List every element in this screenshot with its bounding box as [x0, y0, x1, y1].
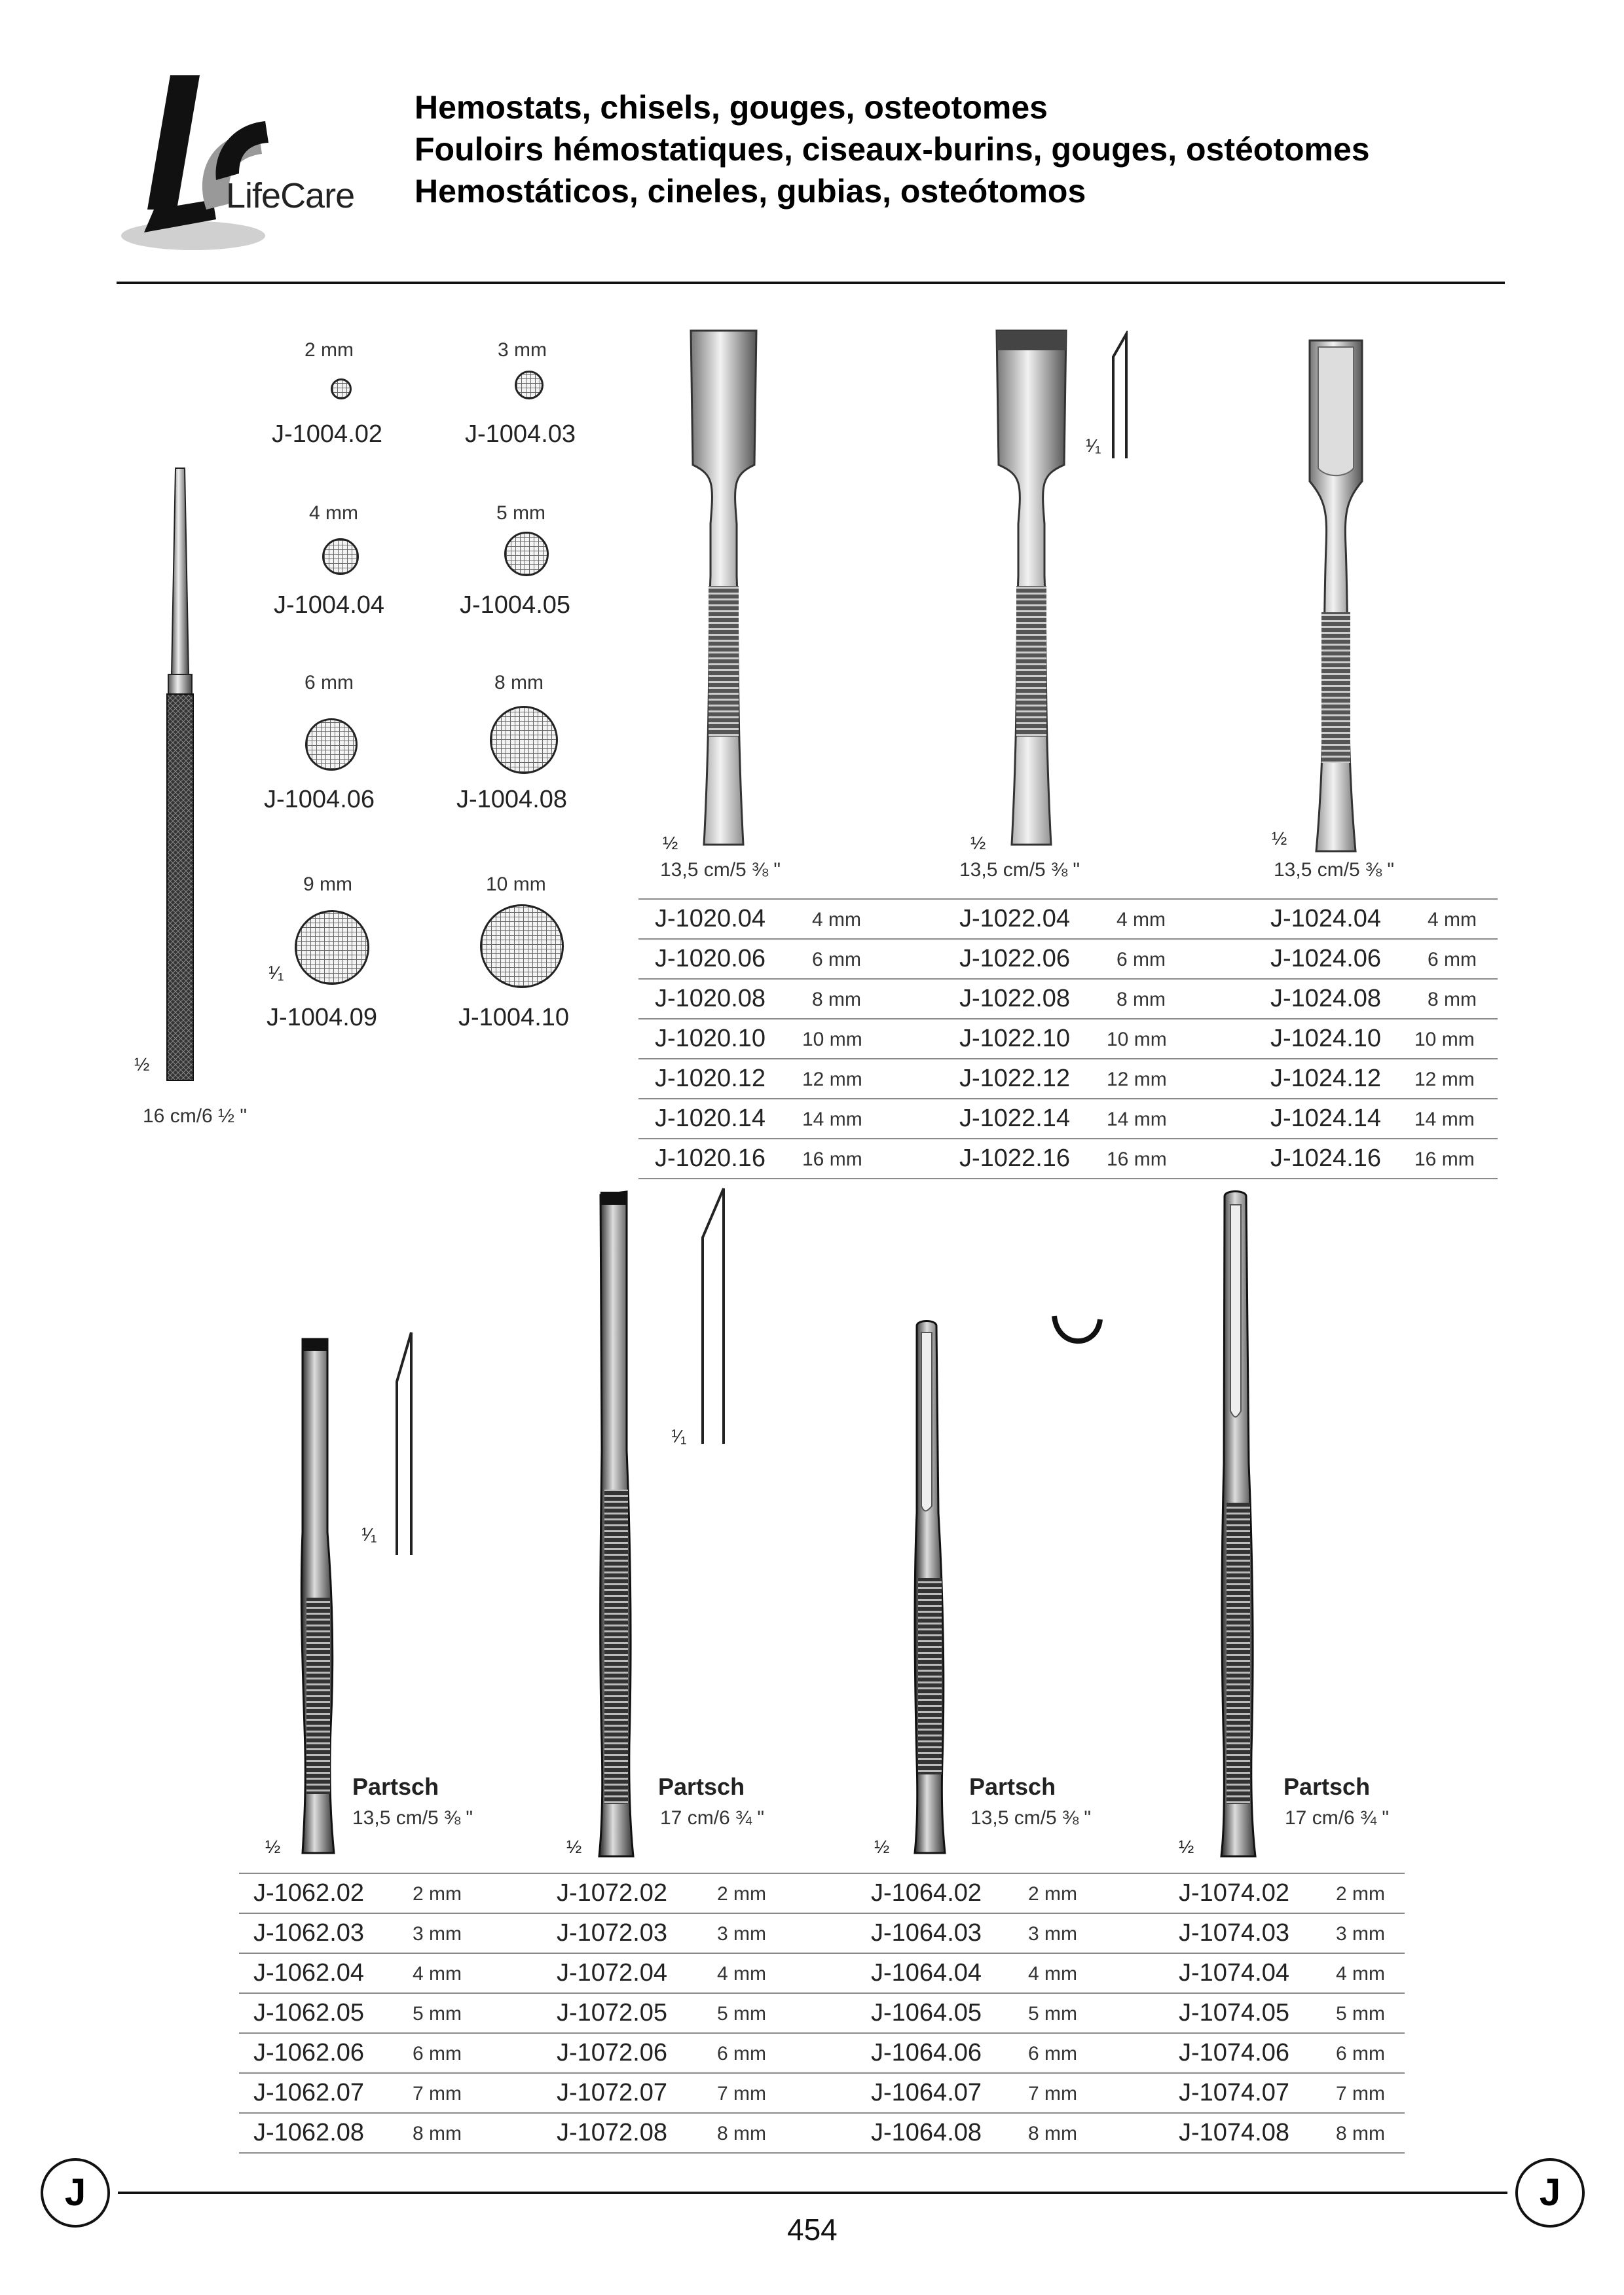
size-cell: 5 mm: [717, 2003, 766, 2025]
table-row: [638, 980, 1498, 1019]
table-row: [239, 2074, 1405, 2114]
size-cell: 5 mm: [1028, 2003, 1077, 2025]
partsch-1062-detail-scale: ¹⁄₁: [361, 1524, 377, 1545]
code-cell: J-1064.05: [871, 1999, 982, 2027]
partsch-1064-scale: ½: [874, 1837, 890, 1857]
size-cell: 6 mm: [1028, 2043, 1077, 2065]
partsch-1072-scale: ½: [566, 1837, 582, 1857]
size-cell: 4 mm: [1116, 909, 1166, 930]
partsch-1072-length: 17 cm/6 ¾ ": [660, 1807, 765, 1829]
size-cell: 7 mm: [717, 2083, 766, 2104]
tip-size-label: 4 mm: [309, 502, 358, 524]
size-cell: 2 mm: [1028, 1883, 1077, 1905]
size-cell: 3 mm: [717, 1923, 766, 1945]
size-cell: 4 mm: [1028, 1963, 1077, 1985]
partsch-1074-name: Partsch: [1283, 1773, 1371, 1800]
size-cell: 3 mm: [1336, 1923, 1385, 1945]
code-cell: J-1074.04: [1179, 1959, 1290, 1987]
size-cell: 8 mm: [812, 989, 861, 1010]
size-cell: 8 mm: [1336, 2123, 1385, 2144]
table-row: [239, 1994, 1405, 2034]
page-number: 454: [787, 2212, 838, 2247]
partsch-1062-name: Partsch: [352, 1773, 439, 1800]
partsch-1072-detail-scale: ¹⁄₁: [671, 1426, 687, 1446]
code-cell: J-1072.04: [557, 1959, 668, 1987]
tip-size-label: 2 mm: [304, 339, 354, 361]
tip-size-label: 3 mm: [498, 339, 547, 361]
code-cell: J-1074.07: [1179, 2079, 1290, 2106]
size-cell: 6 mm: [413, 2043, 462, 2065]
gouge-scale: ½: [1272, 828, 1287, 849]
chisel-image: [681, 327, 766, 864]
size-cell: 16 mm: [802, 1148, 862, 1170]
table-row: [239, 1873, 1405, 1914]
table-row: [638, 1019, 1498, 1059]
tip-circle-5mm: [504, 532, 549, 576]
table-row: [638, 1139, 1498, 1179]
code-cell: J-1024.08: [1270, 985, 1382, 1012]
code-cell: J-1064.06: [871, 2039, 982, 2066]
size-cell: 8 mm: [1428, 989, 1477, 1010]
size-cell: 4 mm: [812, 909, 861, 930]
size-cell: 6 mm: [1116, 949, 1166, 970]
tip-circle-3mm: [515, 371, 544, 399]
tip-code: J-1004.06: [264, 786, 375, 813]
code-cell: J-1020.12: [655, 1065, 766, 1092]
code-cell: J-1072.02: [557, 1879, 668, 1907]
chisel-bevel-length: 13,5 cm/5 ⅜ ": [959, 859, 1080, 881]
table-row: [638, 1099, 1498, 1139]
partsch-1064-name: Partsch: [969, 1773, 1056, 1800]
size-cell: 14 mm: [1107, 1109, 1167, 1130]
tip-circle-6mm: [305, 718, 358, 771]
code-cell: J-1024.16: [1270, 1145, 1382, 1172]
size-cell: 12 mm: [1414, 1069, 1475, 1090]
size-cell: 8 mm: [717, 2123, 766, 2144]
size-cell: 4 mm: [1336, 1963, 1385, 1985]
code-cell: J-1064.04: [871, 1959, 982, 1987]
table-row: [638, 1059, 1498, 1099]
size-cell: 8 mm: [413, 2123, 462, 2144]
partsch-1062-scale: ½: [265, 1837, 281, 1857]
code-cell: J-1022.08: [959, 985, 1071, 1012]
tip-code: J-1004.02: [272, 420, 383, 448]
size-cell: 7 mm: [1028, 2083, 1077, 2104]
size-cell: 6 mm: [1336, 2043, 1385, 2065]
tip-circle-8mm: [490, 706, 558, 774]
chisel-detail-scale: ¹⁄₁: [1086, 435, 1101, 456]
lifecare-logo: [115, 72, 377, 268]
tip-circle-2mm: [331, 378, 352, 399]
footer-divider: [118, 2192, 1507, 2194]
code-cell: J-1020.10: [655, 1025, 766, 1052]
brand-name: LifeCare: [226, 176, 355, 215]
title-spanish: Hemostáticos, cineles, gubias, osteótomos: [415, 173, 1086, 210]
code-cell: J-1072.08: [557, 2119, 668, 2146]
size-cell: 6 mm: [1428, 949, 1477, 970]
size-cell: 14 mm: [802, 1109, 862, 1130]
partsch-1074-length: 17 cm/6 ¾ ": [1285, 1807, 1390, 1829]
code-cell: J-1072.05: [557, 1999, 668, 2027]
chisel-bevel-scale: ½: [970, 833, 986, 853]
tip-code: J-1004.03: [465, 420, 576, 448]
code-cell: J-1064.08: [871, 2119, 982, 2146]
code-cell: J-1064.02: [871, 1879, 982, 1907]
code-cell: J-1024.04: [1270, 905, 1382, 932]
code-cell: J-1072.06: [557, 2039, 668, 2066]
code-cell: J-1064.07: [871, 2079, 982, 2106]
tip-circle-10mm: [480, 904, 564, 988]
code-cell: J-1062.04: [253, 1959, 365, 1987]
chisel-bevel-image: [989, 327, 1074, 864]
size-cell: 16 mm: [1414, 1148, 1475, 1170]
size-cell: 12 mm: [1107, 1069, 1167, 1090]
partsch-chisel-1062-image: [295, 1336, 341, 1860]
code-cell: J-1022.10: [959, 1025, 1071, 1052]
table-row: [239, 2114, 1405, 2154]
size-cell: 3 mm: [1028, 1923, 1077, 1945]
tip-code: J-1004.08: [456, 786, 568, 813]
section-badge-right: J: [1515, 2158, 1585, 2228]
size-cell: 5 mm: [1336, 2003, 1385, 2025]
size-cell: 7 mm: [1336, 2083, 1385, 2104]
hemostat-instrument-image: [157, 465, 210, 1087]
code-cell: J-1074.05: [1179, 1999, 1290, 2027]
code-cell: J-1062.03: [253, 1919, 365, 1947]
size-cell: 14 mm: [1414, 1109, 1475, 1130]
tip-circle-9mm: [295, 910, 369, 985]
tip-size-label: 6 mm: [304, 672, 354, 693]
code-cell: J-1062.02: [253, 1879, 365, 1907]
code-cell: J-1024.14: [1270, 1105, 1382, 1132]
tip-size-label: 10 mm: [486, 873, 546, 895]
code-cell: J-1062.05: [253, 1999, 365, 2027]
size-cell: 8 mm: [1116, 989, 1166, 1010]
code-cell: J-1062.08: [253, 2119, 365, 2146]
chisel-scale: ½: [663, 833, 678, 853]
code-cell: J-1020.04: [655, 905, 766, 932]
partsch-chisel-1072-image: [593, 1188, 638, 1863]
tip-size-label: 5 mm: [496, 502, 545, 524]
size-cell: 4 mm: [1428, 909, 1477, 930]
hemostat-length: 16 cm/6 ½ ": [143, 1105, 248, 1127]
size-cell: 10 mm: [1107, 1029, 1167, 1050]
code-cell: J-1024.06: [1270, 945, 1382, 972]
tip-code: J-1004.10: [458, 1004, 570, 1031]
code-cell: J-1062.06: [253, 2039, 365, 2066]
size-cell: 2 mm: [1336, 1883, 1385, 1905]
size-cell: 2 mm: [413, 1883, 462, 1905]
code-cell: J-1022.12: [959, 1065, 1071, 1092]
size-cell: 16 mm: [1107, 1148, 1167, 1170]
code-cell: J-1022.06: [959, 945, 1071, 972]
gouge-curve-profile: [1051, 1313, 1103, 1352]
size-cell: 5 mm: [413, 2003, 462, 2025]
code-cell: J-1062.07: [253, 2079, 365, 2106]
code-cell: J-1022.16: [959, 1145, 1071, 1172]
size-cell: 2 mm: [717, 1883, 766, 1905]
code-cell: J-1072.03: [557, 1919, 668, 1947]
tip-circle-4mm: [322, 538, 359, 575]
partsch-chisel-1072-profile: [697, 1185, 730, 1447]
partsch-gouge-1074-image: [1215, 1188, 1261, 1863]
tip-size-label: 8 mm: [494, 672, 544, 693]
title-french: Fouloirs hémostatiques, ciseaux-burins, gouges, ostéotomes: [415, 131, 1370, 168]
code-cell: J-1022.14: [959, 1105, 1071, 1132]
code-cell: J-1024.10: [1270, 1025, 1382, 1052]
size-cell: 10 mm: [1414, 1029, 1475, 1050]
code-cell: J-1020.08: [655, 985, 766, 1012]
tip-size-label: 9 mm: [303, 873, 352, 895]
gouge-image: [1300, 337, 1372, 861]
title-english: Hemostats, chisels, gouges, osteotomes: [415, 89, 1048, 126]
gouge-length: 13,5 cm/5 ⅜ ": [1274, 859, 1395, 881]
partsch-1062-length: 13,5 cm/5 ⅜ ": [352, 1807, 473, 1829]
size-cell: 12 mm: [802, 1069, 862, 1090]
code-cell: J-1072.07: [557, 2079, 668, 2106]
code-cell: J-1074.02: [1179, 1879, 1290, 1907]
size-cell: 6 mm: [812, 949, 861, 970]
chisel-profile-image: [1107, 331, 1133, 462]
table-row: [638, 940, 1498, 980]
size-cell: 3 mm: [413, 1923, 462, 1945]
code-cell: J-1020.16: [655, 1145, 766, 1172]
size-cell: 8 mm: [1028, 2123, 1077, 2144]
tip-code: J-1004.09: [267, 1004, 378, 1031]
partsch-gouge-1064-image: [907, 1316, 953, 1860]
partsch-1072-name: Partsch: [658, 1773, 745, 1800]
table-row: [239, 1914, 1405, 1954]
chisel-length: 13,5 cm/5 ⅜ ": [660, 859, 781, 881]
partsch-1064-length: 13,5 cm/5 ⅜ ": [970, 1807, 1092, 1829]
code-cell: J-1064.03: [871, 1919, 982, 1947]
code-cell: J-1074.06: [1179, 2039, 1290, 2066]
table-row: [239, 2034, 1405, 2074]
partsch-1074-scale: ½: [1179, 1837, 1194, 1857]
hemostat-scale: ½: [134, 1054, 150, 1074]
code-cell: J-1020.14: [655, 1105, 766, 1132]
size-cell: 10 mm: [802, 1029, 862, 1050]
size-cell: 4 mm: [717, 1963, 766, 1985]
code-cell: J-1024.12: [1270, 1065, 1382, 1092]
partsch-chisel-1062-profile: [392, 1329, 418, 1558]
header-divider: [117, 282, 1505, 284]
tip-code: J-1004.05: [460, 591, 571, 619]
hemostat-detail-scale: ¹⁄₁: [268, 963, 284, 983]
tip-code: J-1004.04: [274, 591, 385, 619]
code-cell: J-1022.04: [959, 905, 1071, 932]
size-cell: 6 mm: [717, 2043, 766, 2065]
section-badge-left: J: [41, 2158, 110, 2228]
size-cell: 7 mm: [413, 2083, 462, 2104]
code-cell: J-1020.06: [655, 945, 766, 972]
table-row: [638, 898, 1498, 940]
chisel-table: [638, 898, 1498, 1179]
partsch-table: [239, 1873, 1405, 2154]
size-cell: 4 mm: [413, 1963, 462, 1985]
table-row: [239, 1954, 1405, 1994]
code-cell: J-1074.08: [1179, 2119, 1290, 2146]
code-cell: J-1074.03: [1179, 1919, 1290, 1947]
